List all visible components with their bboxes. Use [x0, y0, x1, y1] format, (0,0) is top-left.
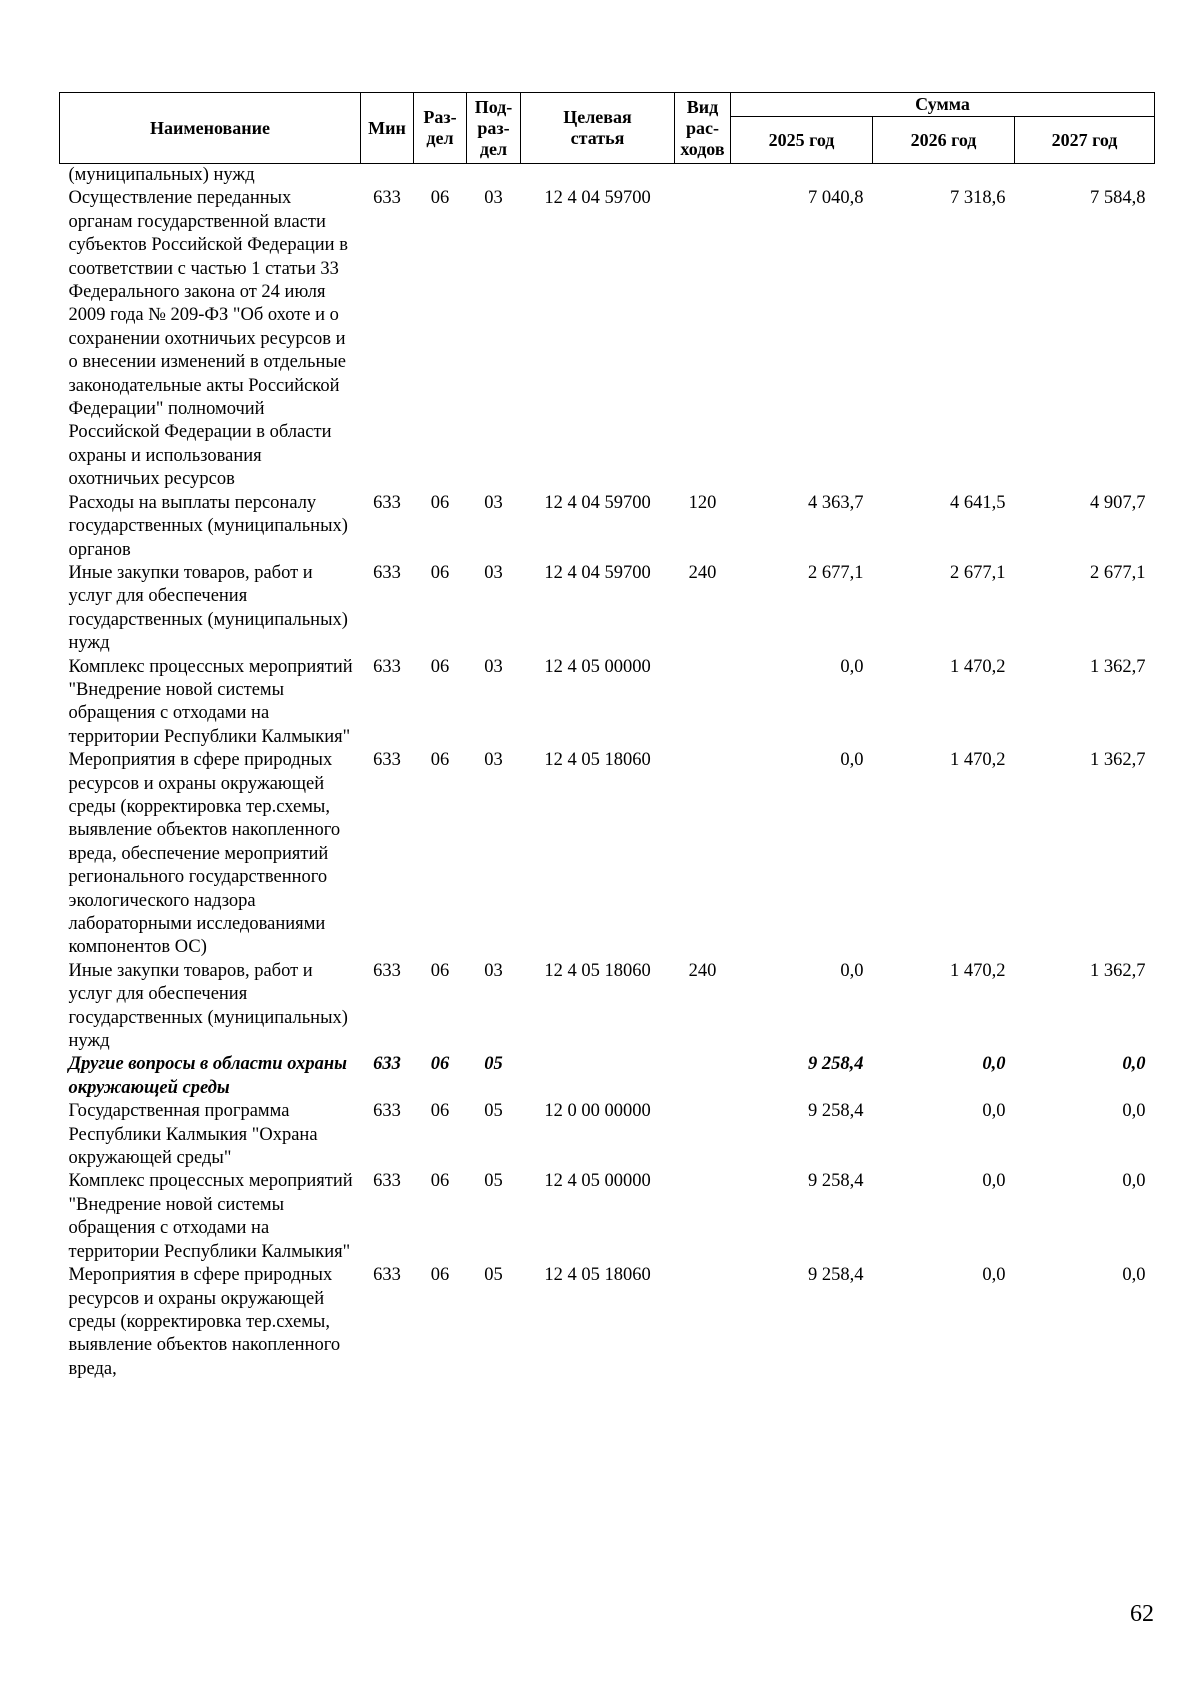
row-sum-2027: 1 362,7 [1090, 656, 1146, 677]
row-sum-2026: 2 677,1 [950, 562, 1006, 583]
row-name: Мероприятия в сфере природных ресурсов и охраны окружающей среды (корректировка тер.схемы, выявление объектов накопленного вреда, [68, 1265, 341, 1379]
table-row [60, 749, 1155, 960]
col-header-2025: 2025 год [731, 117, 873, 164]
row-name: Мероприятия в сфере природных ресурсов и охраны окружающей среды (корректировка тер.схемы, выявление объектов накопленного вреда, обеспечение мероприятий регионального государственного экологического надзора лабораторными исследованиями компонентов ОС) [68, 750, 341, 958]
budget-table [59, 92, 1155, 1381]
row-podrazdel: 03 [484, 656, 503, 677]
col-header-vid: Вид рас- ходов [675, 93, 731, 164]
row-sum-2025: 9 258,4 [808, 1101, 864, 1122]
col-header-sum: Сумма [731, 93, 1155, 117]
row-name: Иные закупки товаров, работ и услуг для обеспечения государственных (муниципальных) нужд [68, 562, 348, 654]
row-podrazdel [467, 164, 521, 188]
row-min: 633 [373, 188, 401, 209]
row-sum-2027: 4 907,7 [1090, 492, 1146, 513]
row-name: (муниципальных) нужд [68, 165, 255, 185]
row-target-article: 12 4 04 59700 [544, 562, 651, 583]
col-header-2026: 2026 год [873, 117, 1015, 164]
row-sum-2026: 4 641,5 [950, 492, 1006, 513]
row-min: 633 [373, 1101, 401, 1122]
row-podrazdel: 03 [484, 750, 503, 771]
row-sum-2026: 1 470,2 [950, 656, 1006, 677]
row-target-article: 12 4 04 59700 [544, 492, 651, 513]
row-razdel: 06 [430, 1265, 450, 1286]
row-vid-raskhodov [675, 187, 731, 491]
col-header-razdel: Раз- дел [414, 93, 467, 164]
row-min: 633 [373, 1265, 401, 1286]
table-row [60, 1053, 1155, 1100]
table-row [60, 1264, 1155, 1381]
row-podrazdel: 03 [484, 562, 503, 583]
row-sum-2025: 9 258,4 [808, 1171, 864, 1192]
row-target-article: 12 4 05 18060 [544, 1265, 651, 1286]
row-sum-2027: 1 362,7 [1090, 750, 1146, 771]
table-row [60, 1170, 1155, 1264]
row-target-article [521, 1053, 675, 1100]
row-razdel: 06 [430, 1054, 450, 1075]
table-row [60, 960, 1155, 1054]
row-podrazdel: 05 [484, 1054, 503, 1075]
row-sum-2027: 0,0 [1122, 1265, 1146, 1286]
row-sum-2027 [1015, 164, 1155, 188]
row-min [361, 164, 414, 188]
row-razdel: 06 [430, 750, 450, 771]
row-podrazdel: 03 [484, 960, 503, 981]
row-sum-2026: 1 470,2 [950, 750, 1006, 771]
row-sum-2027: 0,0 [1122, 1171, 1146, 1192]
page-number: 62 [1130, 1601, 1154, 1627]
row-vid-raskhodov [675, 1170, 731, 1264]
row-podrazdel: 03 [484, 492, 503, 513]
row-sum-2026 [873, 164, 1015, 188]
row-min: 633 [373, 960, 401, 981]
row-razdel: 06 [430, 1101, 450, 1122]
row-vid-raskhodov [675, 1100, 731, 1170]
row-vid-raskhodov [675, 656, 731, 750]
table-row [60, 187, 1155, 491]
row-podrazdel: 03 [484, 188, 503, 209]
table-row [60, 164, 1155, 188]
row-vid-raskhodov [675, 164, 731, 188]
row-razdel: 06 [430, 562, 450, 583]
col-header-2027: 2027 год [1015, 117, 1155, 164]
row-sum-2025: 4 363,7 [808, 492, 864, 513]
row-min: 633 [373, 750, 401, 771]
row-target-article: 12 4 05 18060 [544, 750, 651, 771]
col-header-name: Наименование [60, 93, 361, 164]
row-name: Иные закупки товаров, работ и услуг для обеспечения государственных (муниципальных) нужд [68, 960, 348, 1052]
row-name: Расходы на выплаты персоналу государственных (муниципальных) органов [68, 492, 348, 560]
col-header-target: Целевая статья [521, 93, 675, 164]
col-header-podrazdel: Под- раз- дел [467, 93, 521, 164]
row-sum-2027: 0,0 [1122, 1054, 1146, 1075]
row-razdel: 06 [430, 492, 450, 513]
row-sum-2027: 0,0 [1122, 1101, 1146, 1122]
row-name: Государственная программа Республики Калмыкия "Охрана окружающей среды" [68, 1101, 318, 1169]
row-sum-2026: 7 318,6 [950, 188, 1006, 209]
row-podrazdel: 05 [484, 1101, 503, 1122]
table-row [60, 492, 1155, 562]
row-sum-2025: 0,0 [840, 656, 864, 677]
table-header [60, 93, 1155, 164]
row-sum-2025: 7 040,8 [808, 188, 864, 209]
row-sum-2026: 0,0 [982, 1101, 1006, 1122]
row-sum-2026: 0,0 [982, 1265, 1006, 1286]
row-target-article: 12 4 05 00000 [544, 1171, 651, 1192]
row-min: 633 [373, 1054, 401, 1075]
row-name: Комплекс процессных мероприятий "Внедрение новой системы обращения с отходами на территории Республики Калмыкия" [68, 656, 353, 747]
table-row [60, 562, 1155, 656]
row-sum-2026: 0,0 [982, 1171, 1006, 1192]
row-razdel [414, 164, 467, 188]
row-min: 633 [373, 1171, 401, 1192]
row-min: 633 [373, 656, 401, 677]
row-razdel: 06 [430, 960, 450, 981]
row-target-article: 12 0 00 00000 [544, 1101, 651, 1122]
table-row [60, 1100, 1155, 1170]
row-target-article: 12 4 05 18060 [544, 960, 651, 981]
row-razdel: 06 [430, 1171, 450, 1192]
row-min: 633 [373, 492, 401, 513]
row-sum-2025: 9 258,4 [808, 1265, 864, 1286]
row-vid-raskhodov [675, 749, 731, 960]
row-vid-raskhodov [675, 1053, 731, 1100]
row-sum-2027: 2 677,1 [1090, 562, 1146, 583]
row-vid-raskhodov: 120 [688, 492, 717, 513]
row-name: Другие вопросы в области охраны окружающей среды [68, 1054, 347, 1098]
row-sum-2025: 0,0 [840, 750, 864, 771]
row-podrazdel: 05 [484, 1171, 503, 1192]
row-sum-2027: 1 362,7 [1090, 960, 1146, 981]
col-header-min: Мин [361, 93, 414, 164]
row-podrazdel: 05 [484, 1265, 503, 1286]
row-sum-2025: 0,0 [840, 960, 864, 981]
row-name: Осуществление переданных органам государственной власти субъектов Российской Федерации в соответствии с частью 1 статьи 33 Федерального закона от 24 июля 2009 года № 209-ФЗ "Об охоте и о сохранении охотничьих ресурсов и о внесении изменений в отдельные законодательные акты Российской Федерации" полномочий Российской Федерации в области охраны и использования охотничьих ресурсов [68, 188, 348, 490]
row-name: Комплекс процессных мероприятий "Внедрение новой системы обращения с отходами на территории Республики Калмыкия" [68, 1171, 353, 1262]
row-vid-raskhodov [675, 1264, 731, 1381]
row-sum-2025 [731, 164, 873, 188]
row-min: 633 [373, 562, 401, 583]
row-sum-2026: 0,0 [982, 1054, 1006, 1075]
table-row [60, 656, 1155, 750]
row-target-article: 12 4 05 00000 [544, 656, 651, 677]
row-razdel: 06 [430, 188, 450, 209]
table-body [60, 164, 1155, 1382]
row-target-article: 12 4 04 59700 [544, 188, 651, 209]
row-sum-2025: 2 677,1 [808, 562, 864, 583]
row-razdel: 06 [430, 656, 450, 677]
row-target-article [521, 164, 675, 188]
row-vid-raskhodov: 240 [688, 562, 717, 583]
row-sum-2025: 9 258,4 [808, 1054, 864, 1075]
row-sum-2027: 7 584,8 [1090, 188, 1146, 209]
row-sum-2026: 1 470,2 [950, 960, 1006, 981]
row-vid-raskhodov: 240 [688, 960, 717, 981]
